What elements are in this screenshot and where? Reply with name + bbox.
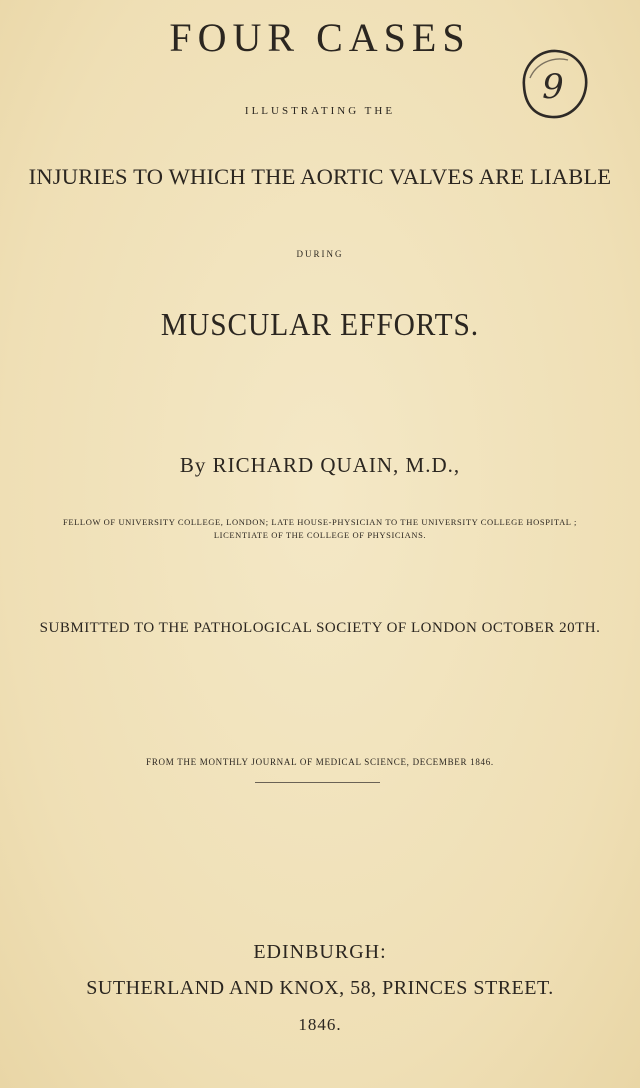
subject-line: INJURIES TO WHICH THE AORTIC VALVES ARE LIABLE: [28, 164, 612, 189]
subtitle: MUSCULAR EFFORTS.: [160, 306, 480, 342]
divider-rule: [255, 782, 380, 783]
stamp-number: 9: [542, 67, 564, 107]
illustrating-line: ILLUSTRATING THE: [244, 105, 396, 117]
imprint-year: 1846.: [298, 1015, 342, 1034]
book-title: FOUR CASES: [169, 15, 471, 60]
source-line: FROM THE MONTHLY JOURNAL OF MEDICAL SCIENCE, DECEMBER 1846.: [146, 757, 494, 767]
submitted-line: SUBMITTED TO THE PATHOLOGICAL SOCIETY OF LONDON OCTOBER 20TH.: [39, 620, 601, 636]
imprint-publisher: SUTHERLAND AND KNOX, 58, PRINCES STREET.: [86, 977, 554, 999]
imprint-city: EDINBURGH:: [253, 941, 387, 963]
credentials-line-1: FELLOW OF UNIVERSITY COLLEGE, LONDON; LATE HOUSE-PHYSICIAN TO THE UNIVERSITY COLLEGE HOSPITAL ;: [63, 517, 577, 527]
author-line: By RICHARD QUAIN, M.D.,: [179, 453, 461, 477]
credentials-line-2: LICENTIATE OF THE COLLEGE OF PHYSICIANS.: [213, 530, 427, 540]
during-line: DURING: [296, 249, 344, 259]
